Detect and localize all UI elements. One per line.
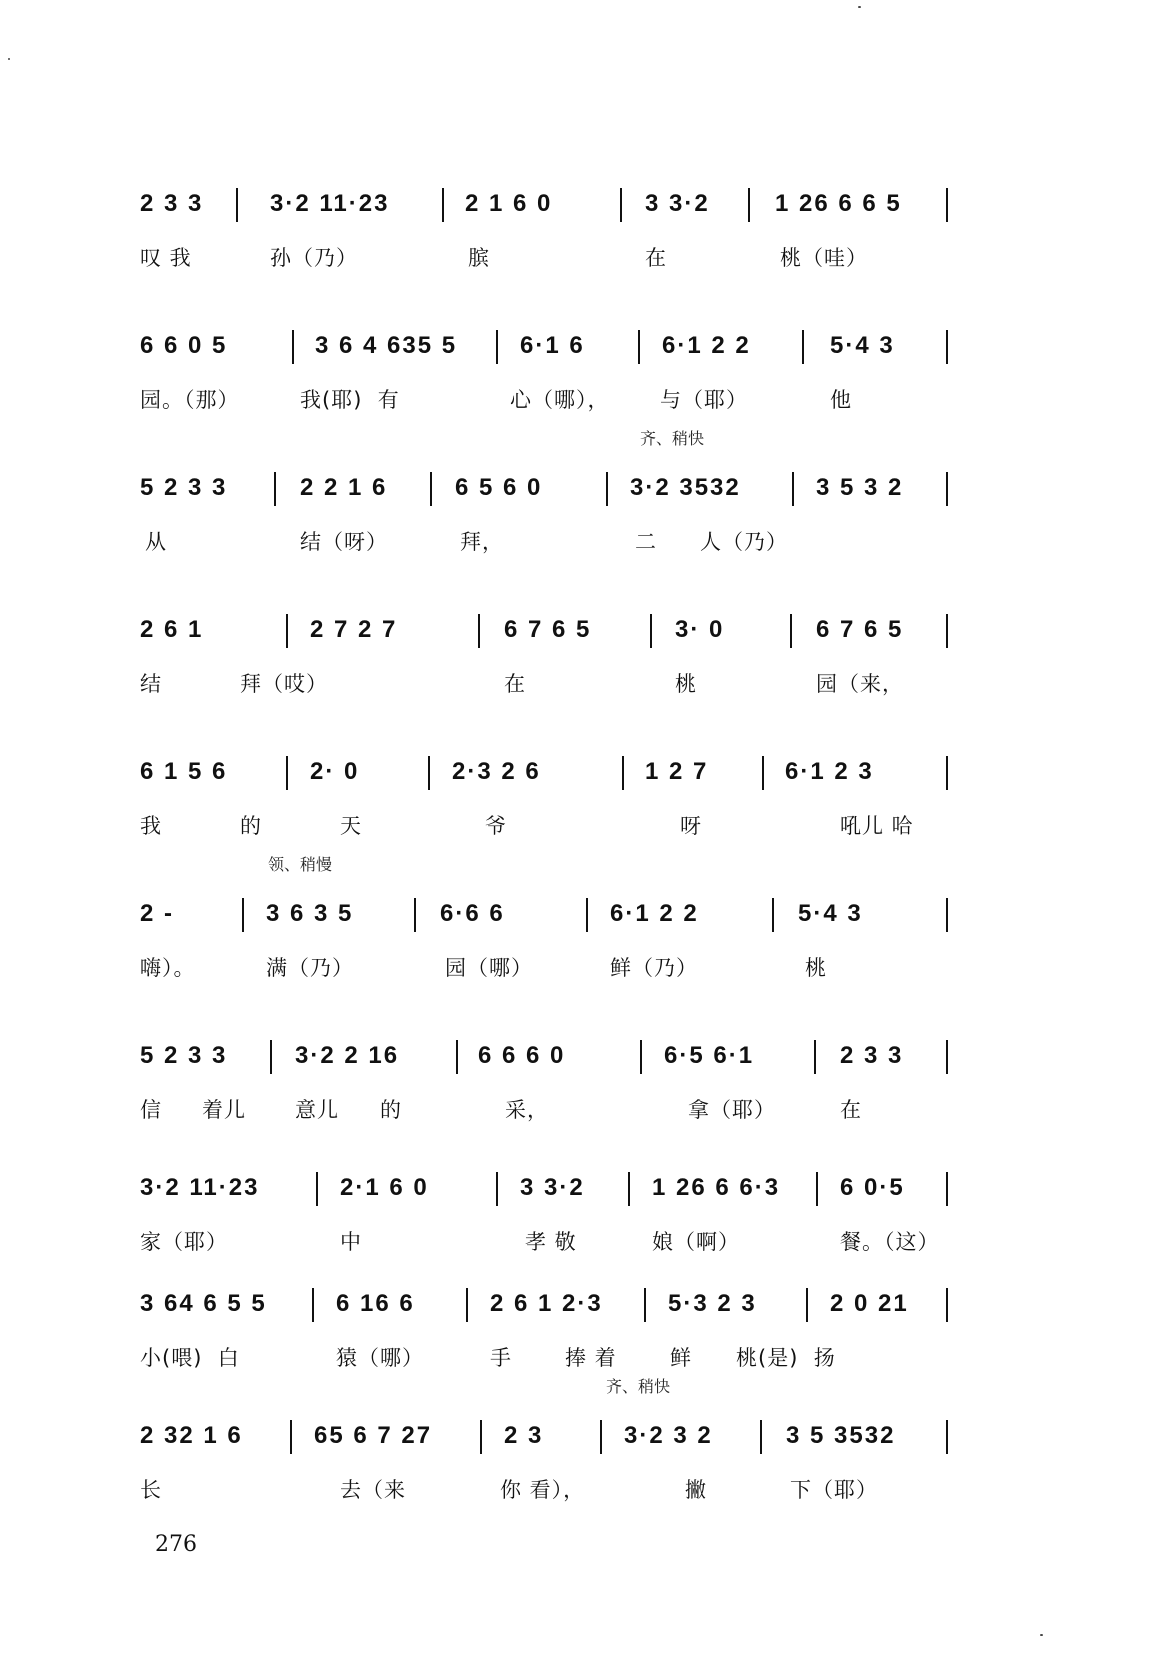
lyric: 着儿	[202, 1098, 246, 1122]
notation-line	[140, 610, 1020, 656]
barline	[772, 898, 774, 932]
lyric: 采，	[505, 1098, 549, 1122]
lyrics-line	[140, 810, 1020, 840]
barline	[644, 1288, 646, 1322]
measure: 3·2 3 2	[624, 1422, 713, 1449]
barline	[466, 1288, 468, 1322]
lyric: 拜（哎）	[240, 672, 328, 696]
barline	[790, 614, 792, 648]
measure: 3 6 4 635 5	[315, 332, 458, 359]
measure: 5 2 3 3	[140, 1042, 228, 1069]
barline	[946, 1288, 948, 1322]
barline	[628, 1172, 630, 1206]
lyric: 娘（啊）	[652, 1230, 740, 1254]
measure: 2 0 21	[830, 1290, 909, 1317]
lyric: 园（来，	[816, 672, 904, 696]
measure: 6·1 2 2	[610, 900, 699, 927]
lyric: 嗨）。	[140, 956, 196, 980]
barline	[292, 330, 294, 364]
scan-speck	[1040, 1634, 1043, 1636]
lyric: 桃（哇）	[780, 246, 868, 270]
barline	[430, 472, 432, 506]
lyric: 在	[840, 1098, 862, 1122]
lyric: 桃	[805, 956, 827, 980]
lyric: 天	[340, 814, 362, 838]
measure: 2 3	[504, 1422, 544, 1449]
barline	[946, 1420, 948, 1454]
lyrics-line	[140, 952, 1020, 982]
notation-line	[140, 1168, 1020, 1214]
lyric: 膑	[468, 246, 490, 270]
lyric: 中	[340, 1230, 362, 1254]
score-system-1	[140, 184, 1020, 304]
score-system-6	[140, 855, 1020, 1014]
lyric: 呀	[680, 814, 702, 838]
measure: 6 0·5	[840, 1174, 905, 1201]
measure: 1 26 6 6 5	[775, 190, 902, 217]
score-system-4	[140, 610, 1020, 730]
lyric: 的	[380, 1098, 402, 1122]
measure: 1 26 6 6·3	[652, 1174, 781, 1201]
barline	[496, 330, 498, 364]
measure: 6·1 2 3	[785, 758, 874, 785]
lyric: 孙（乃）	[270, 246, 358, 270]
lyric: 下（耶）	[790, 1478, 878, 1502]
measure: 6 6 6 0	[478, 1042, 566, 1069]
lyric: 人（乃）	[700, 530, 788, 554]
barline	[414, 898, 416, 932]
barline	[946, 756, 948, 790]
barline	[622, 756, 624, 790]
barline	[638, 330, 640, 364]
measure: 2 1 6 0	[465, 190, 553, 217]
lyric: 桃(是) 扬	[736, 1346, 836, 1370]
barline	[946, 472, 948, 506]
measure: 2 6 1	[140, 616, 204, 643]
measure: 2 6 1 2·3	[490, 1290, 603, 1317]
scan-speck	[858, 6, 861, 8]
measure: 3 6 3 5	[266, 900, 354, 927]
lyrics-line	[140, 668, 1020, 698]
score-system-9	[140, 1284, 1020, 1404]
lyric: 与（耶）	[660, 388, 748, 412]
barline	[946, 330, 948, 364]
barline	[600, 1420, 602, 1454]
measure: 5·3 2 3	[668, 1290, 757, 1317]
barline	[620, 188, 622, 222]
tempo-marking: 领、稍慢	[268, 855, 333, 874]
barline	[428, 756, 430, 790]
barline	[480, 1420, 482, 1454]
lyric: 他	[830, 388, 852, 412]
barline	[456, 1040, 458, 1074]
barline	[762, 756, 764, 790]
notation-line	[140, 1284, 1020, 1330]
measure: 6·5 6·1	[664, 1042, 755, 1069]
measure: 3·2 3532	[630, 474, 741, 501]
measure: 6 6 0 5	[140, 332, 228, 359]
lyric: 从	[145, 530, 167, 554]
barline	[748, 188, 750, 222]
measure: 2· 0	[310, 758, 360, 785]
measure: 6 7 6 5	[504, 616, 592, 643]
notation-line	[140, 468, 1020, 514]
lyric: 心（哪），	[510, 388, 610, 412]
barline	[640, 1040, 642, 1074]
barline	[816, 1172, 818, 1206]
scan-speck	[8, 58, 10, 60]
lyric: 捧 着	[565, 1346, 617, 1370]
lyrics-line	[140, 242, 1020, 272]
lyrics-line	[140, 384, 1020, 414]
notation-line	[140, 752, 1020, 798]
lyric: 拿（耶）	[688, 1098, 776, 1122]
score-system-10	[140, 1377, 1020, 1536]
lyric: 餐。（这）	[840, 1230, 940, 1254]
barline	[606, 472, 608, 506]
score-system-8	[140, 1168, 1020, 1288]
measure: 6 7 6 5	[816, 616, 904, 643]
barline	[270, 1040, 272, 1074]
barline	[802, 330, 804, 364]
score-system-2	[140, 326, 1020, 446]
measure: 3 3·2	[645, 190, 710, 217]
lyric: 猿（哪）	[336, 1346, 424, 1370]
lyric: 信	[140, 1098, 162, 1122]
barline	[946, 898, 948, 932]
lyrics-line	[140, 1094, 1020, 1124]
notation-line	[140, 1416, 1020, 1462]
barline	[946, 1040, 948, 1074]
lyric: 结（呀）	[300, 530, 388, 554]
lyrics-line	[140, 1474, 1020, 1504]
lyric: 园。（那）	[140, 388, 240, 412]
lyric: 吼儿 哈	[840, 814, 914, 838]
barline	[316, 1172, 318, 1206]
barline	[946, 188, 948, 222]
measure: 5·4 3	[830, 332, 895, 359]
measure: 3 5 3532	[786, 1422, 896, 1449]
measure: 65 6 7 27	[314, 1422, 433, 1449]
barline	[236, 188, 238, 222]
lyric: 小(喂) 白	[140, 1346, 240, 1370]
lyrics-line	[140, 1226, 1020, 1256]
lyric: 桃	[675, 672, 697, 696]
score-system-3	[140, 429, 1020, 588]
measure: 6 1 5 6	[140, 758, 228, 785]
lyric: 二	[635, 530, 657, 554]
measure: 3 64 6 5 5	[140, 1290, 267, 1317]
measure: 2·3 2 6	[452, 758, 541, 785]
barline	[806, 1288, 808, 1322]
measure: 6 16 6	[336, 1290, 415, 1317]
measure: 5·4 3	[798, 900, 863, 927]
barline	[946, 614, 948, 648]
lyric: 的	[240, 814, 262, 838]
measure: 2 3 3	[140, 190, 204, 217]
barline	[760, 1420, 762, 1454]
barline	[286, 756, 288, 790]
barline	[496, 1172, 498, 1206]
lyric: 鲜	[670, 1346, 692, 1370]
measure: 2 -	[140, 900, 175, 927]
lyric: 家（耶）	[140, 1230, 228, 1254]
lyric: 叹 我	[140, 246, 192, 270]
lyric: 长	[140, 1478, 162, 1502]
measure: 3 5 3 2	[816, 474, 904, 501]
lyric: 园（哪）	[445, 956, 533, 980]
lyric: 撇	[685, 1478, 707, 1502]
barline	[286, 614, 288, 648]
measure: 6·1 6	[520, 332, 585, 359]
measure: 2 32 1 6	[140, 1422, 243, 1449]
measure: 6·1 2 2	[662, 332, 751, 359]
measure: 2 3 3	[840, 1042, 904, 1069]
measure: 3· 0	[675, 616, 725, 643]
lyric: 我	[140, 814, 162, 838]
page-number: 276	[155, 1532, 197, 1557]
barline	[290, 1420, 292, 1454]
barline	[946, 1172, 948, 1206]
measure: 2 7 2 7	[310, 616, 398, 643]
lyrics-line	[140, 1342, 1020, 1372]
lyric: 满（乃）	[266, 956, 354, 980]
barline	[312, 1288, 314, 1322]
notation-line	[140, 1036, 1020, 1082]
lyric: 结	[140, 672, 162, 696]
notation-line	[140, 184, 1020, 230]
measure: 2 2 1 6	[300, 474, 388, 501]
barline	[442, 188, 444, 222]
lyric: 在	[645, 246, 667, 270]
lyric: 爷	[485, 814, 507, 838]
barline	[814, 1040, 816, 1074]
measure: 3·2 11·23	[270, 190, 390, 217]
lyric: 去（来	[340, 1478, 406, 1502]
measure: 1 2 7	[645, 758, 709, 785]
lyric: 鲜（乃）	[610, 956, 698, 980]
lyrics-line	[140, 526, 1020, 556]
lyric: 手	[490, 1346, 512, 1370]
barline	[586, 898, 588, 932]
lyric: 你 看），	[500, 1478, 586, 1502]
lyric: 意儿	[295, 1098, 339, 1122]
measure: 3·2 2 16	[295, 1042, 400, 1069]
barline	[242, 898, 244, 932]
lyric: 我(耶) 有	[300, 388, 400, 412]
measure: 3 3·2	[520, 1174, 585, 1201]
barline	[650, 614, 652, 648]
lyric: 在	[504, 672, 526, 696]
measure: 6 5 6 0	[455, 474, 543, 501]
lyric: 孝 敬	[525, 1230, 577, 1254]
notation-line	[140, 326, 1020, 372]
tempo-marking: 齐、稍快	[640, 429, 705, 448]
measure: 5 2 3 3	[140, 474, 228, 501]
notation-line	[140, 894, 1020, 940]
measure: 6·6 6	[440, 900, 505, 927]
barline	[792, 472, 794, 506]
score-system-7	[140, 1036, 1020, 1156]
measure: 3·2 11·23	[140, 1174, 260, 1201]
lyric: 拜，	[460, 530, 504, 554]
measure: 2·1 6 0	[340, 1174, 429, 1201]
tempo-marking: 齐、稍快	[606, 1377, 671, 1396]
barline	[478, 614, 480, 648]
barline	[274, 472, 276, 506]
